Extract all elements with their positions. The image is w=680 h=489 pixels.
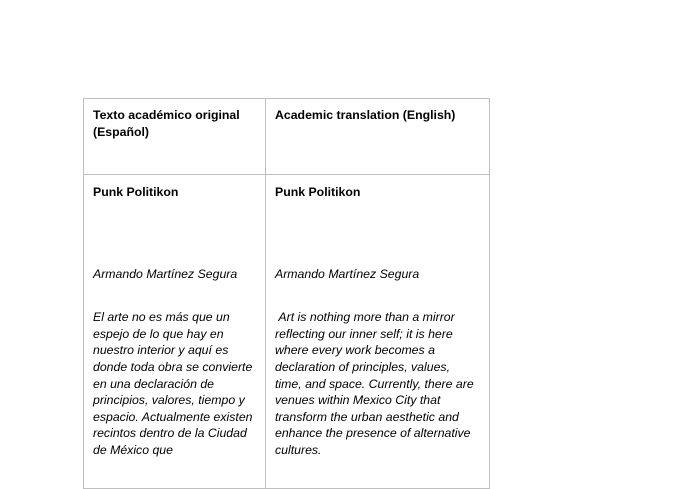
header-original-label: Texto académico original (Español) [93, 108, 240, 139]
translation-author: Armando Martínez Segura [275, 266, 420, 281]
table-content-row [84, 175, 490, 489]
original-author: Armando Martínez Segura [93, 266, 238, 281]
original-body-text: El arte no es más que un espejo de lo que hay en nuestro interior y aquí es donde toda obra se convierte en una declaración de principios, valores, tiempo y espacio. Actualmente existen recintos dentro de la Ciudad de México que [93, 310, 253, 457]
header-translation-label: Academic translation (English) [275, 108, 456, 122]
table-header-row [84, 99, 490, 175]
original-title: Punk Politikon [93, 185, 179, 199]
translation-text-cell [266, 175, 490, 489]
header-cell-translation [266, 99, 490, 175]
original-text-cell [84, 175, 266, 489]
header-cell-original [84, 99, 266, 175]
translation-table [83, 98, 490, 489]
translation-body-text: Art is nothing more than a mirror reflecting our inner self; it is here where every work becomes a declaration of principles, values, time, and space. Currently, there are venues within Mexico City that transform the urban aesthetic and enhance the presence of alternative cultures. [275, 310, 478, 457]
translation-title: Punk Politikon [275, 185, 361, 199]
